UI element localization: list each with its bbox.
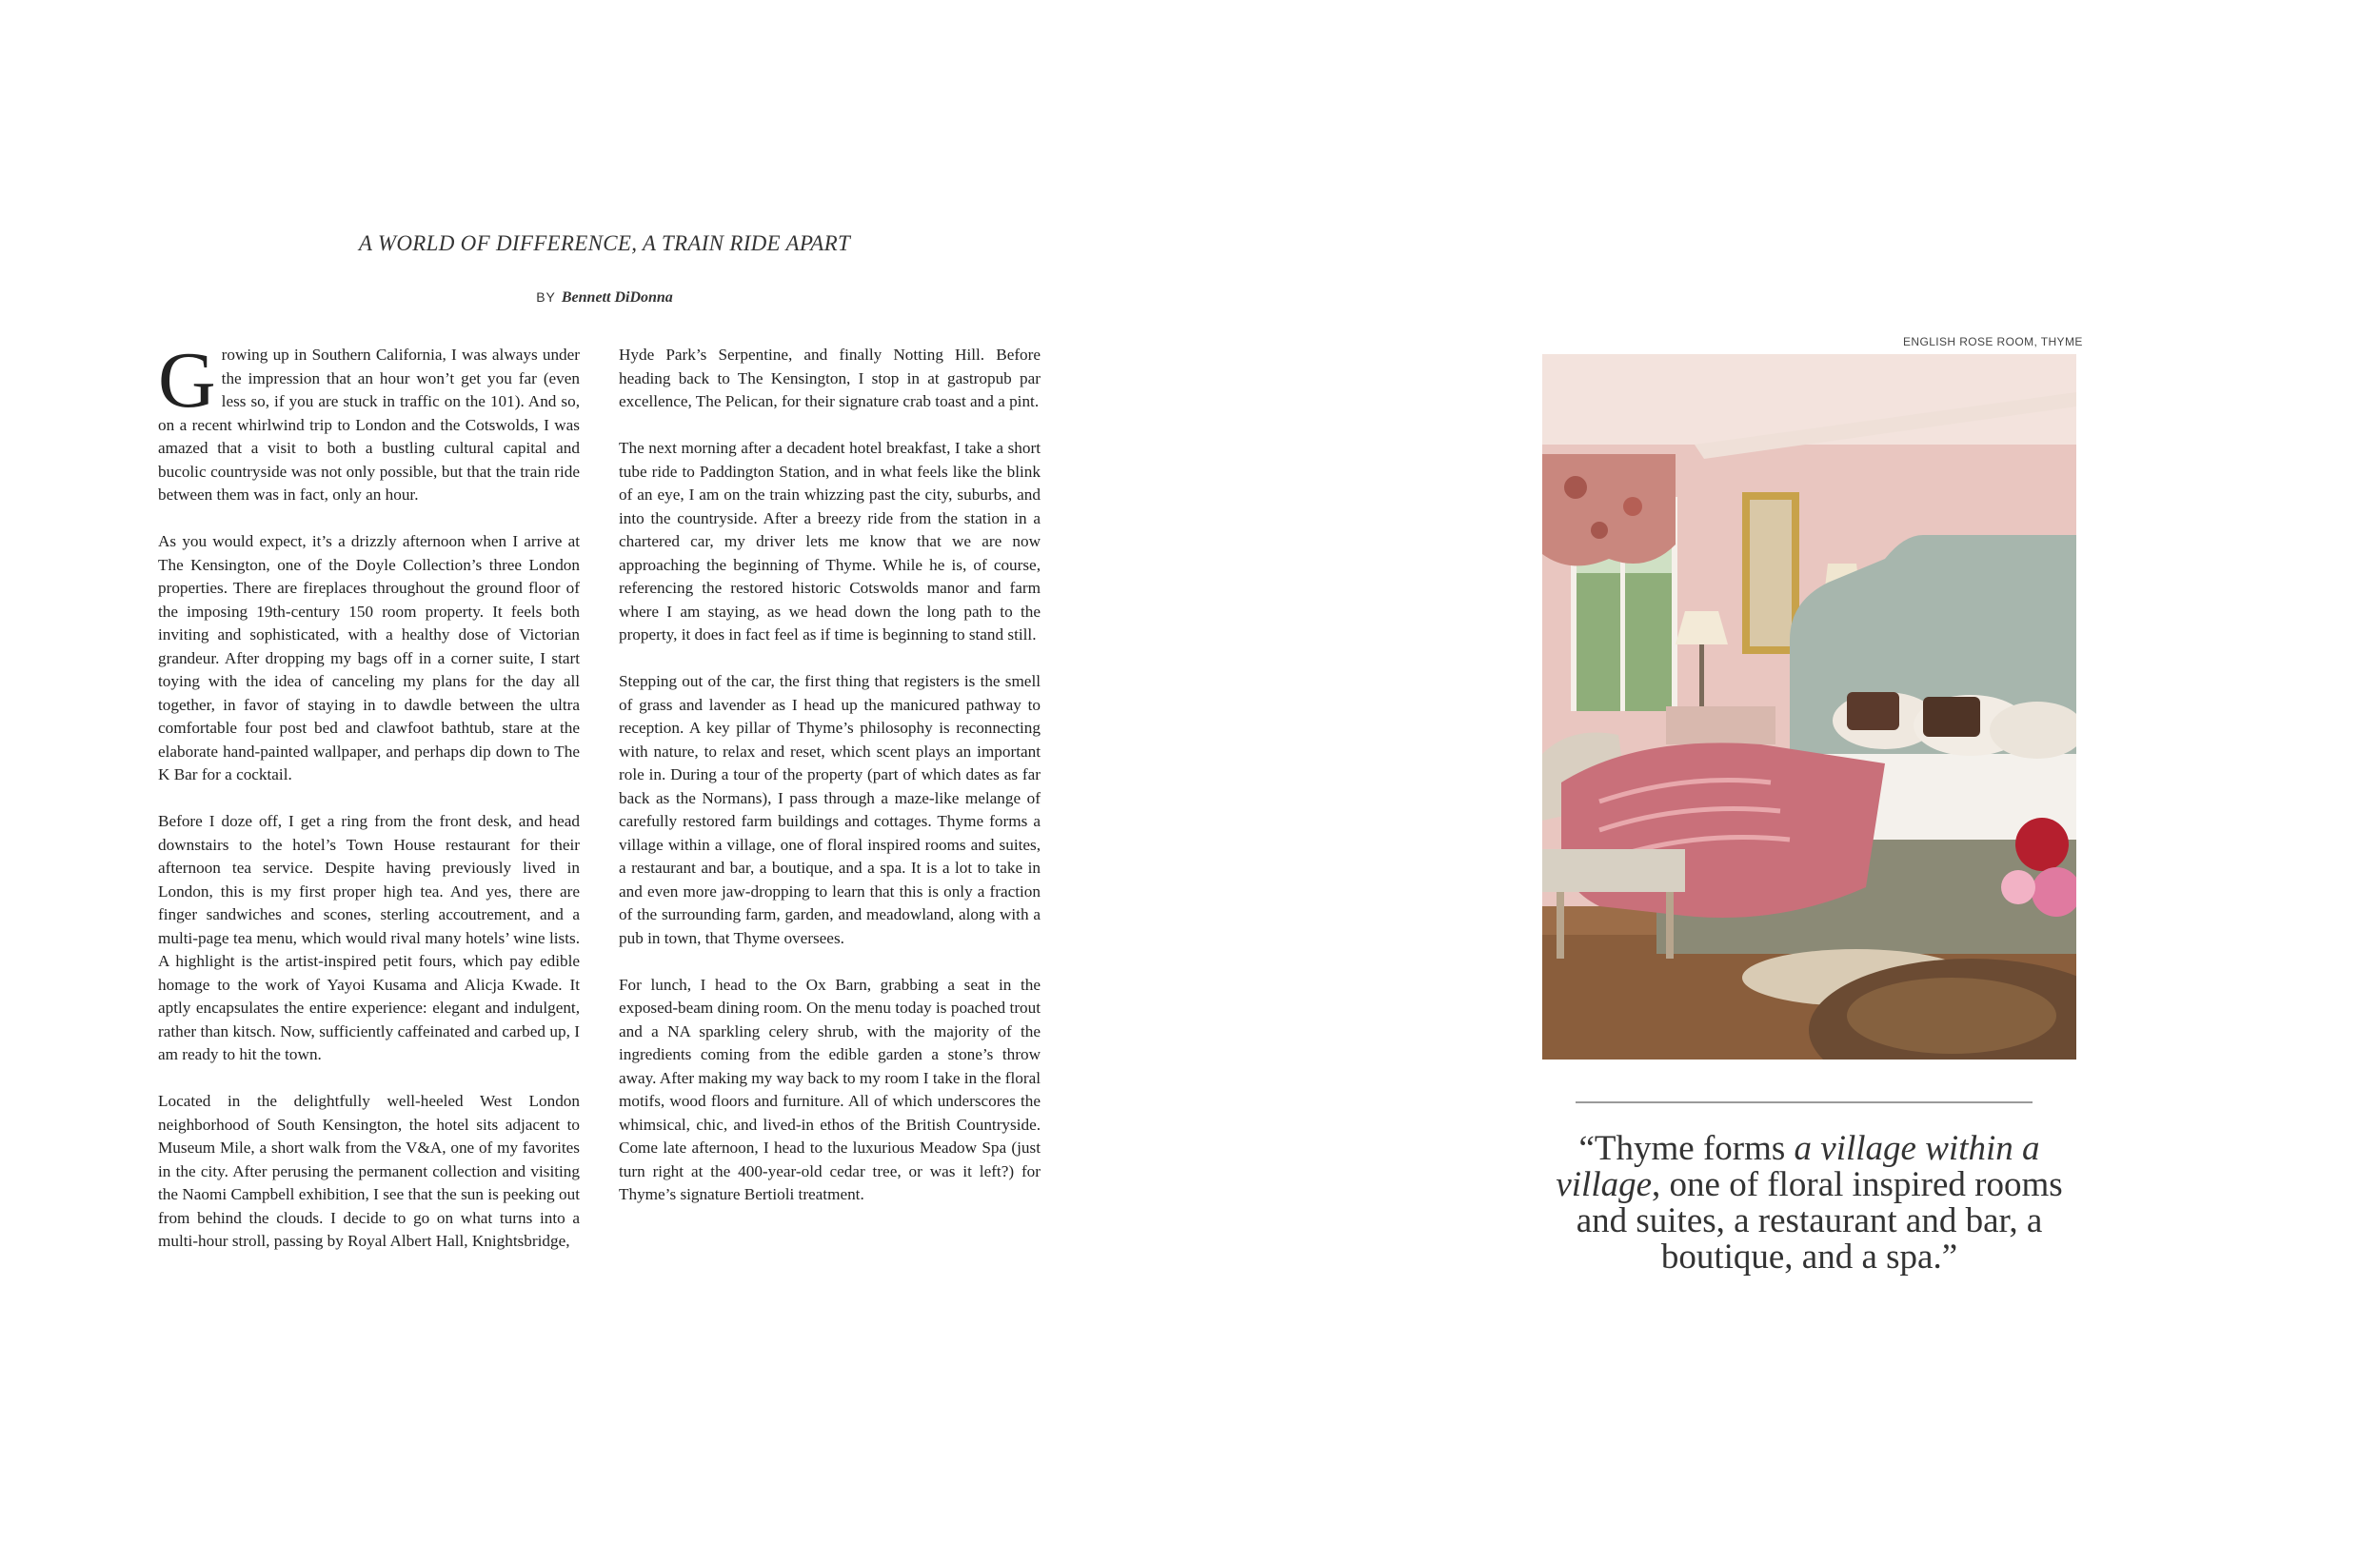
pull-quote <box>1542 1131 2076 1276</box>
table-sheen <box>1847 978 2056 1054</box>
drop-cap: G <box>158 336 216 425</box>
blind-flower <box>1564 476 1587 499</box>
paragraph-6: The next morning after a decadent hotel breakfast, I take a short tube ride to Paddington Station, and in what feels like the blink of an eye, I am on the train whizzing past the city, suburbs, and into the countryside. After a breezy ride from the station in a chartered car, my driver lets me know that we are now approaching the beginning of Thyme. While he is, of course, referencing the restored historic Cotswolds manor and farm where I am staying, as we head down the long path to the property, it does in fact feel as if time is beginning to stand still. <box>619 439 1041 644</box>
paragraph-3: Before I doze off, I get a ring from the front desk, and head downstairs to the hotel’s Town House restaurant for their afternoon tea service. Despite having previously lived in London, this is my first proper high tea. And yes, there are finger sandwiches and scones, sterling accoutrement, and a multi-page tea menu, which would rival many hotels’ wine lists. A highlight is the artist-inspired petit fours, which pay edible homage to the work of Yayoi Kusama and Alicja Kwade. It aptly encapsulates the entire experience: elegant and indulgent, rather than kitsch. Now, sufficiently caffeinated and carbed up, I am ready to hit the town. <box>158 812 580 1063</box>
paragraph-5: Hyde Park’s Serpentine, and finally Notting Hill. Before heading back to The Kensington, I stop in at gastropub par excellence, The Pelican, for their signature crab toast and a pint. <box>619 346 1041 410</box>
byline-prefix: BY <box>536 289 556 305</box>
paragraph-1 <box>158 336 580 507</box>
pullquote-close: , one of floral inspired rooms and suites, a restaurant and bar, a boutique, and a spa.” <box>1576 1165 2063 1277</box>
peony <box>2015 818 2069 871</box>
pullquote-italic: a village within a village <box>1556 1129 2040 1204</box>
side-table <box>1666 706 1775 744</box>
blind-flower <box>1623 497 1642 516</box>
blind-flower <box>1591 522 1608 539</box>
cushion-dark <box>1847 692 1899 730</box>
photo-caption: ENGLISH ROSE ROOM, THYME <box>1903 335 2083 348</box>
paragraph-2: As you would expect, it’s a drizzly afternoon when I arrive at The Kensington, one of the Doyle Collection’s three London properties. There are fireplaces throughout the ground floor of the imposing 19th-century 150 room property. It feels both inviting and sophisticated, with a healthy dose of Victorian grandeur. After dropping my bags off in a corner suite, I start toying with the idea of canceling my plans for the day all together, in favor of staying in to dawdle between the ultra comfortable four post bed and clawfoot bathtub, stare at the elaborate hand-painted wallpaper, and perhaps dip down to The K Bar for a cocktail. <box>158 532 580 783</box>
bedroom-photo <box>1542 354 2076 1060</box>
pullquote-rule <box>1576 1101 2033 1103</box>
author-name: Bennett DiDonna <box>561 289 673 306</box>
peony <box>2001 870 2035 904</box>
table-lamp-stand <box>1699 644 1704 706</box>
bench-top <box>1542 849 1685 892</box>
paragraph-4: Located in the delightfully well-heeled West London neighborhood of South Kensington, the hotel sits adjacent to Museum Mile, a short walk from the V&A, one of my favorites in the city. After perusing the permanent collection and visiting the Naomi Campbell exhibition, I see that the sun is peeking out from behind the clouds. I decide to go on what turns into a multi-hour stroll, passing by Royal Albert Hall, Knightsbridge, <box>158 1092 580 1250</box>
paragraph-1-text: rowing up in Southern California, I was always under the impression that an hour won’t get you far (even less so, if you are stuck in traffic on the 101). And so, on a recent whirlwind trip to London and the Cotswolds, I was amazed that a visit to both a bustling cultural capital and bucolic countryside was not only possible, but that the train ride between them was in fact, only an hour. <box>158 346 580 504</box>
article-column-2 <box>619 344 1041 1230</box>
paragraph-8: For lunch, I head to the Ox Barn, grabbing a seat in the exposed-beam dining room. On the menu today is poached trout and a NA sparkling celery shrub, with the majority of the ingredients coming from the edible garden a stone’s throw away. After making my way back to my room I take in the floral motifs, wood floors and furniture. All of which underscores the whimsical, chic, and lived-in ethos of the British Countryside. Come late afternoon, I head to the luxurious Meadow Spa (just turn right at the 400-year-old cedar tree, or was it left?) for Thyme’s signature Bertioli treatment. <box>619 975 1041 1203</box>
mirror-glass <box>1750 500 1792 646</box>
pullquote-open: “Thyme forms <box>1578 1129 1795 1168</box>
bench-leg <box>1666 892 1674 959</box>
cushion-dark <box>1923 697 1980 737</box>
article-column-1 <box>158 336 580 1277</box>
floral-blind <box>1542 454 1676 565</box>
bench-leg <box>1557 892 1564 959</box>
paragraph-7: Stepping out of the car, the first thing that registers is the smell of grass and lavender as I head up the manicured pathway to reception. A key pillar of Thyme’s philosophy is reconnecting with nature, to relax and reset, which scent plays an important role in. During a tour of the property (part of which dates as far back as the Normans), I pass through a maze-like melange of carefully restored farm buildings and cottages. Thyme forms a village within a village, one of floral inspired rooms and suites, a restaurant and bar, a boutique, and a spa. It is a lot to take in and even more jaw-dropping to learn that this is only a fraction of the surrounding farm, garden, and meadowland, along with a pub in town, that Thyme oversees. <box>619 672 1041 947</box>
byline <box>0 289 1209 307</box>
article-headline: A WORLD OF DIFFERENCE, A TRAIN RIDE APART <box>358 231 851 255</box>
